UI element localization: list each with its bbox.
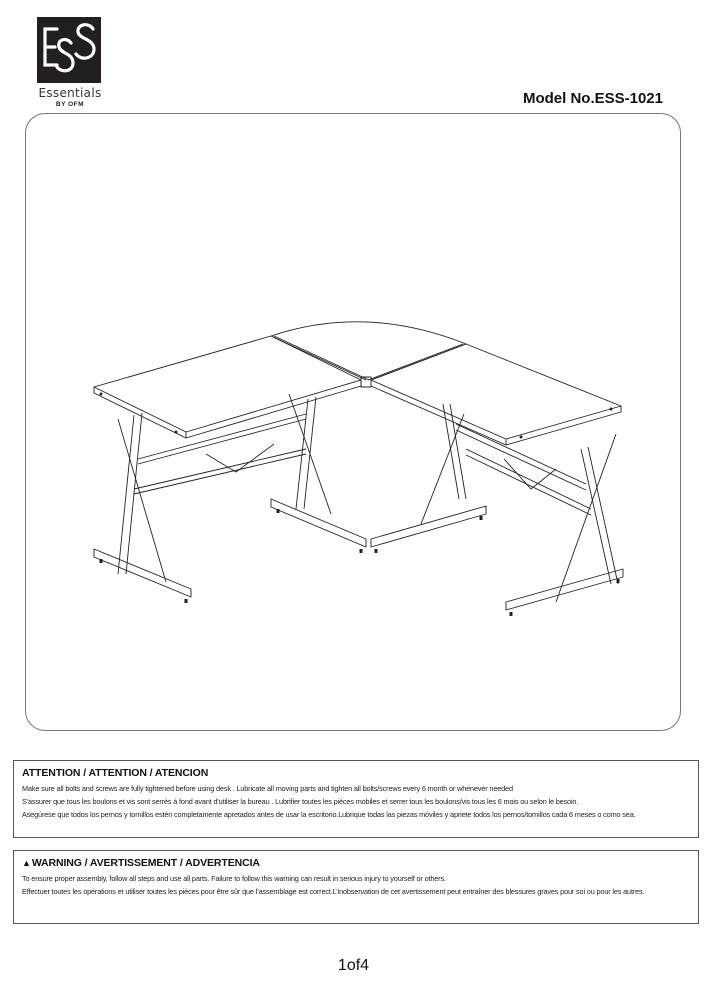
l-shaped-desk-illustration-icon: [26, 114, 682, 732]
page-number: 1of4: [337, 957, 370, 974]
brand-wordmark: Essentials: [38, 86, 102, 100]
attention-line-en: Make sure all bolts and screws are fully tightened before using desk . Lubricate all moving parts and tighten all bolts/screws every 6 month or whenever needed: [22, 784, 513, 793]
brand-byline: BY OFM: [55, 101, 85, 108]
warning-triangle-icon: ▲: [22, 858, 31, 868]
warning-line-en: To ensure proper assembly, follow all steps and use all parts. Failure to follow this warning can result in serious injury to yourself or others.: [22, 874, 446, 883]
attention-line-es: Asegúrese que todos los pernos y tornillos estén completamente apretados antes de usar la escritorio.Lubrique todas las piezas móviles y apriete todos los pernos/tornillos cada 6 meses o como sea.: [22, 810, 636, 819]
warning-title: WARNING / AVERTISSEMENT / ADVERTENCIA: [31, 857, 260, 869]
brand-logo: [37, 17, 101, 83]
warning-line-fr: Effectuer toutes les opérations et utiliser toutes les pièces pour être sûr que l’assemblage est correct.L’inobservation de cet avertissement peut entraîner des blessures graves pour soi ou pour les autres.: [22, 887, 645, 896]
illustration-frame: [25, 113, 681, 731]
model-number: Model No.ESS-1021: [522, 90, 663, 107]
attention-title: ATTENTION / ATTENTION / ATENCION: [22, 767, 209, 779]
ess-logo-mark-icon: [37, 17, 101, 83]
attention-line-fr: S'assurer que tous les boulons et vis sont serrés à fond avant d'utiliser la bureau . Lubrifier toutes les pièces mobiles et serrer tous les boulons/vis tous les 6 mois ou selon le besoin.: [22, 797, 579, 806]
warning-heading: [22, 857, 698, 869]
warning-notice: [13, 850, 699, 924]
attention-notice: [13, 760, 699, 838]
